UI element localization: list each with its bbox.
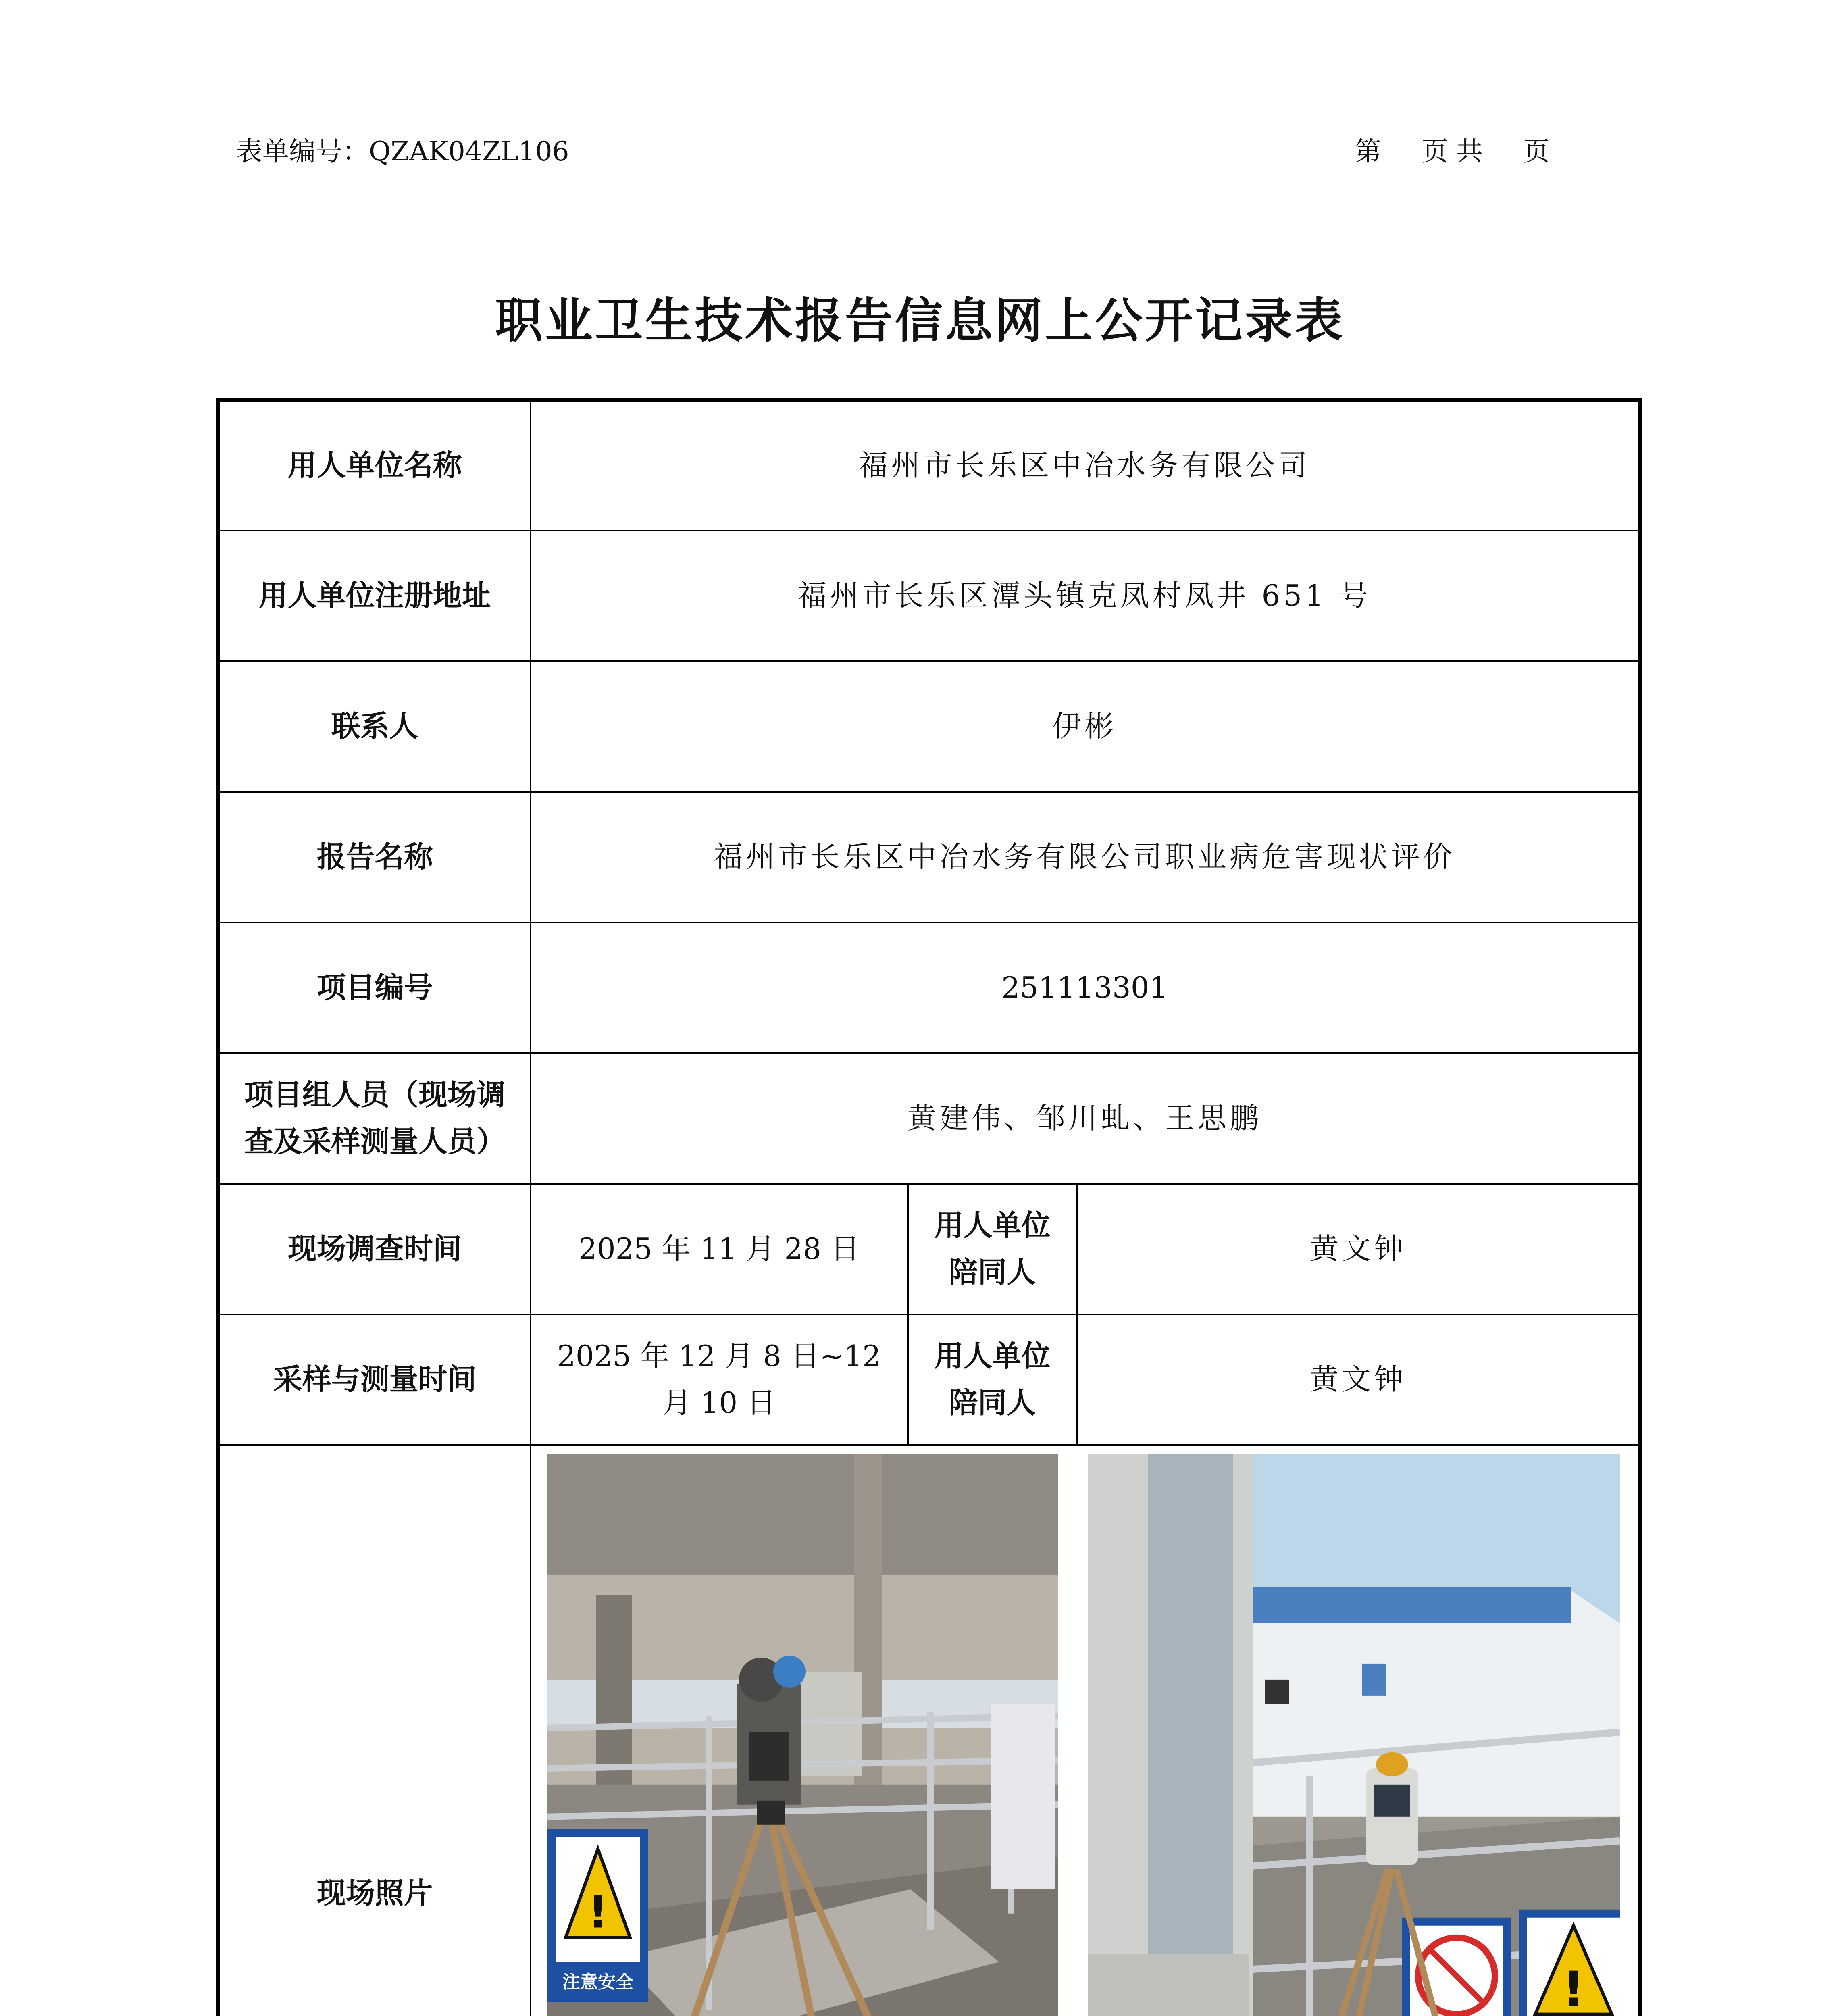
project-no-value: 251113301 [531,923,1640,1053]
form-number: 表单编号：QZAK04ZL106 [236,136,569,167]
row-employer-name [219,400,1640,531]
team-value: 黄建伟、邹川虬、王思鹏 [531,1053,1640,1184]
sampling-escort-label: 用人单位陪同人 [908,1314,1077,1445]
site-photo-right [1088,1454,1620,2016]
photos-cell [531,1445,1640,2016]
survey-time-label: 现场调查时间 [219,1184,531,1314]
row-sampling-time [219,1314,1640,1445]
report-name-value: 福州市长乐区中冶水务有限公司职业病危害现状评价 [531,792,1640,923]
row-survey-time [219,1184,1640,1314]
team-label: 项目组人员（现场调查及采样测量人员） [219,1053,531,1184]
record-table [216,398,1642,2016]
page-counter [1355,130,1550,168]
survey-escort-label: 用人单位陪同人 [908,1184,1077,1314]
page-label-di: 第 [1355,136,1381,167]
row-project-no [219,923,1640,1053]
sign-left-text: 注意安全 [562,1972,633,1993]
page-title: 职业卫生技术报告信息网上公开记录表 [495,293,1345,348]
svg-text:!: ! [587,1886,608,1938]
row-report-name [219,792,1640,923]
report-name-label: 报告名称 [219,792,531,923]
survey-escort: 黄文钟 [1077,1184,1640,1314]
contact-value: 伊彬 [531,661,1640,792]
sampling-time-label: 采样与测量时间 [219,1314,531,1445]
photos-label: 现场照片 [219,1445,531,2016]
employer-address-value: 福州市长乐区潭头镇克凤村凤井 651 号 [531,531,1640,661]
contact-label: 联系人 [219,661,531,792]
svg-text:!: ! [1562,1962,1584,2016]
row-contact [219,661,1640,792]
page-label-ye2: 页 [1523,136,1550,167]
row-employer-address [219,531,1640,661]
employer-name-label: 用人单位名称 [219,400,531,531]
page-label-gong: 共 [1456,136,1483,167]
project-no-label: 项目编号 [219,923,531,1053]
row-photos [219,1445,1640,2016]
page-label-ye: 页 [1422,136,1448,167]
row-team [219,1053,1640,1184]
sampling-escort: 黄文钟 [1077,1314,1640,1445]
sampling-date: 2025 年 12 月 8 日~12 月 10 日 [531,1314,908,1445]
employer-name-value: 福州市长乐区中冶水务有限公司 [531,400,1640,531]
survey-date: 2025 年 11 月 28 日 [531,1184,908,1314]
employer-address-label: 用人单位注册地址 [219,531,531,661]
site-photo-left [547,1454,1058,2016]
